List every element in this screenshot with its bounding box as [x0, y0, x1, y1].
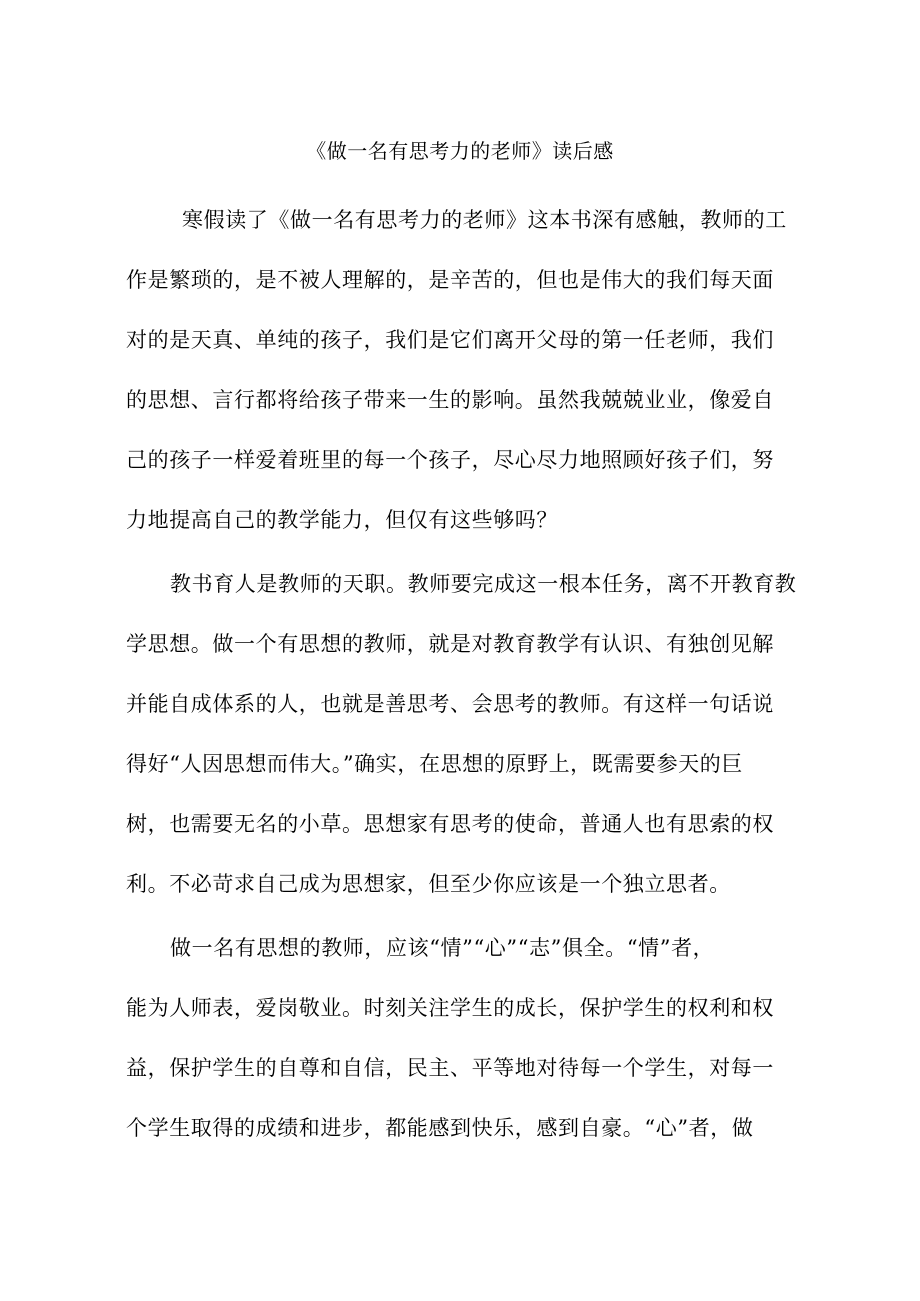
paragraph-line: 教书育人是教师的天职。教师要完成这一根本任务，离不开教育教: [170, 572, 797, 596]
paragraph-line: 做一名有思想的教师，应该“情”“心”“志”俱全。“情”者，: [170, 936, 715, 960]
paragraph-line: 个学生取得的成绩和进步，都能感到快乐，感到自豪。“心”者，做: [126, 1116, 754, 1140]
paragraph-line: 力地提高自己的教学能力，但仅有这些够吗？: [126, 508, 558, 532]
paragraph-line: 并能自成体系的人，也就是善思考、会思考的教师。有这样一句话说: [126, 692, 774, 716]
paragraph-line: 学思想。做一个有思想的教师，就是对教育教学有认识、有独创见解: [126, 632, 774, 656]
paragraph-line: 树，也需要无名的小草。思想家有思考的使命，普通人也有思索的权: [126, 812, 774, 836]
paragraph-line: 得好“人因思想而伟大。”确实，在思想的原野上，既需要参天的巨: [126, 752, 743, 776]
paragraph-line: 寒假读了《做一名有思考力的老师》这本书深有感触，教师的工: [182, 208, 787, 232]
paragraph-line: 的思想、言行都将给孩子带来一生的影响。虽然我兢兢业业，像爱自: [126, 388, 774, 412]
paragraph-line: 己的孩子一样爱着班里的每一个孩子，尽心尽力地照顾好孩子们，努: [126, 448, 774, 472]
paragraph-line: 对的是天真、单纯的孩子，我们是它们离开父母的第一任老师，我们: [126, 328, 774, 352]
paragraph-line: 作是繁琐的，是不被人理解的，是辛苦的，但也是伟大的我们每天面: [126, 268, 774, 292]
paragraph-line: 能为人师表，爱岗敬业。时刻关注学生的成长，保护学生的权利和权: [126, 996, 774, 1020]
paragraph-line: 益，保护学生的自尊和自信，民主、平等地对待每一个学生，对每一: [126, 1056, 774, 1080]
paragraph-line: 利。不必苛求自己成为思想家，但至少你应该是一个独立思者。: [126, 872, 731, 896]
document-title: 《做一名有思考力的老师》读后感: [306, 139, 614, 163]
